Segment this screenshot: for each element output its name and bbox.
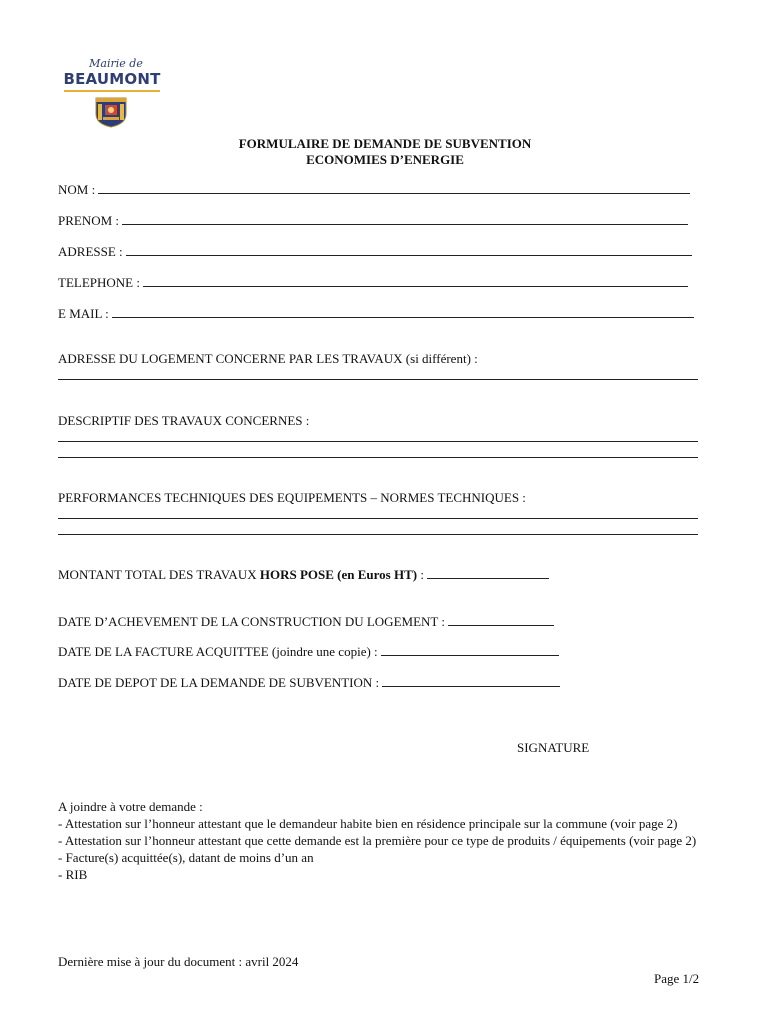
mairie-logo — [60, 54, 164, 130]
date-achevement-field[interactable] — [58, 614, 554, 630]
montant-label-bold: HORS POSE (en Euros HT) — [259, 567, 418, 582]
descriptif-label: DESCRIPTIF DES TRAVAUX CONCERNES : — [58, 413, 310, 428]
attachments-heading: A joindre à votre demande : — [58, 799, 203, 814]
email-label: E MAIL : — [58, 306, 109, 321]
telephone-blank[interactable] — [143, 275, 688, 287]
performances-blank-2[interactable] — [58, 534, 698, 535]
montant-blank[interactable] — [427, 567, 549, 579]
prenom-field[interactable] — [58, 213, 688, 229]
adresse-logement-label: ADRESSE DU LOGEMENT CONCERNE PAR LES TRAVAUX (si différent) : — [58, 351, 478, 366]
adresse-logement-blank[interactable] — [58, 379, 698, 380]
logo-underline — [64, 90, 160, 92]
date-facture-blank[interactable] — [381, 644, 559, 656]
attachment-item: - Attestation sur l’honneur attestant que le demandeur habite bien en résidence principale sur la commune (voir page 2) — [58, 816, 678, 831]
logo-name: BEAUMONT — [63, 70, 161, 88]
email-field[interactable] — [58, 306, 694, 322]
adresse-label: ADRESSE : — [58, 244, 123, 259]
coat-of-arms-icon — [94, 96, 128, 128]
form-subtitle: ECONOMIES D’ENERGIE — [306, 152, 464, 167]
adresse-field[interactable] — [58, 244, 692, 260]
attachment-item: - Attestation sur l’honneur attestant que cette demande est la première pour ce type de produits / équipements (voir page 2) — [58, 833, 697, 848]
descriptif-blank-2[interactable] — [58, 457, 698, 458]
telephone-label: TELEPHONE : — [58, 275, 140, 290]
form-title: FORMULAIRE DE DEMANDE DE SUBVENTION — [238, 136, 532, 151]
montant-field[interactable] — [58, 567, 549, 583]
performances-blank-1[interactable] — [58, 518, 698, 519]
montant-label-suffix: : — [417, 567, 424, 582]
nom-field[interactable] — [58, 182, 690, 198]
date-facture-field[interactable] — [58, 644, 559, 660]
date-facture-label: DATE DE LA FACTURE ACQUITTEE (joindre une copie) : — [58, 644, 378, 659]
page-number: Page 1/2 — [654, 971, 700, 986]
attachment-item: - RIB — [58, 867, 88, 882]
nom-label: NOM : — [58, 182, 96, 197]
descriptif-blank-1[interactable] — [58, 441, 698, 442]
nom-blank[interactable] — [98, 182, 690, 194]
date-achevement-blank[interactable] — [448, 614, 554, 626]
update-note: Dernière mise à jour du document : avril 2024 — [58, 954, 299, 969]
signature-label: SIGNATURE — [517, 740, 590, 755]
adresse-blank[interactable] — [126, 244, 692, 256]
prenom-blank[interactable] — [122, 213, 688, 225]
telephone-field[interactable] — [58, 275, 688, 291]
attachments-list — [58, 798, 718, 883]
email-blank[interactable] — [112, 306, 694, 318]
date-depot-blank[interactable] — [382, 675, 560, 687]
performances-label: PERFORMANCES TECHNIQUES DES EQUIPEMENTS – NORMES TECHNIQUES : — [58, 490, 526, 505]
logo-script-text: Mairie de — [89, 57, 143, 70]
attachment-item: - Facture(s) acquittée(s), datant de moins d’un an — [58, 850, 314, 865]
prenom-label: PRENOM : — [58, 213, 120, 228]
montant-label-prefix: MONTANT TOTAL DES TRAVAUX — [58, 567, 260, 582]
date-depot-label: DATE DE DEPOT DE LA DEMANDE DE SUBVENTION : — [58, 675, 380, 690]
date-achevement-label: DATE D’ACHEVEMENT DE LA CONSTRUCTION DU LOGEMENT : — [58, 614, 445, 629]
date-depot-field[interactable] — [58, 675, 560, 691]
